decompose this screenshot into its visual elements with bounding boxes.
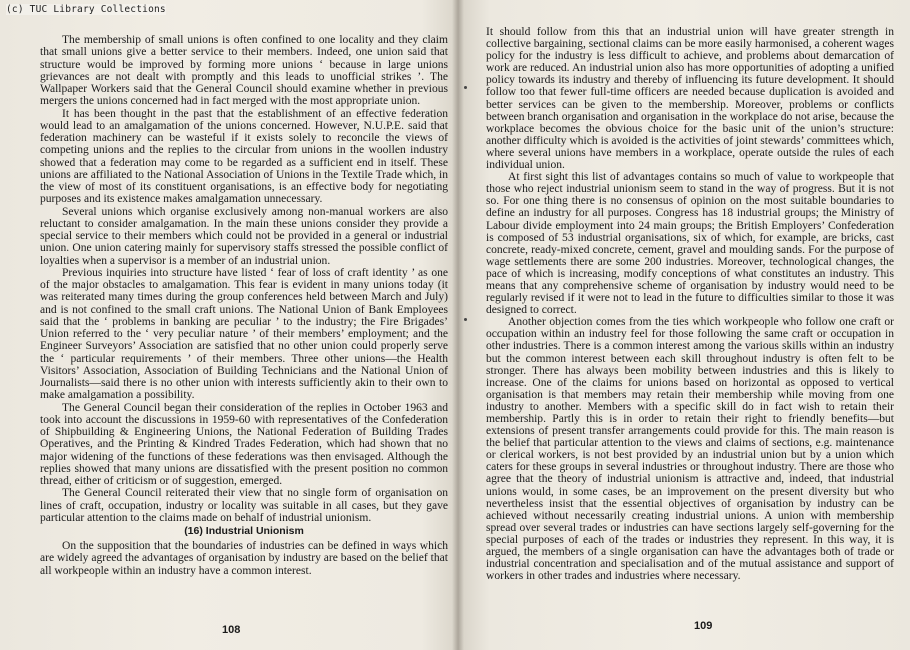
paragraph: Several unions which organise exclusively among non-manual workers are also reluctant to consider amalgamation. In the main these unions consider they provide a special service to their members which could not be provided in a general or industrial union. One union catering mainly for supervisory staffs stressed the possible conflict of loyalties when a supervisor is a member of an industrial union. <box>40 205 448 267</box>
paragraph: Previous inquiries into structure have listed ‘ fear of loss of craft identity ’ as one of the major obstacles to amalgamation. This fear is evident in many unions today (it was reiterated many times during the group conferences held between March and July) and is not confined to the small craft unions. The National Union of Bank Employees said that the ‘ problems in banking are peculiar ’ to the industry; the Fire Brigades’ Union referred to the ‘ very peculiar nature ’ of their members’ employment; and the Engineer Surveyors’ Association are satisfied that no other union could properly serve the ‘ particular requirements ’ of their members. Three other unions—the Health Visitors’ Association, Association of Building Technicians and the National Union of Journalists—said there is no other union with interests sufficiently akin to their own to make amalgamation a possibility. <box>40 266 448 402</box>
paragraph: Another objection comes from the ties which workpeople who follow one craft or occupation within an industry feel for those following the same craft or occupation in other industries. There is a common interest among the various skills within an industry but the common interest between each skill throughout industry is often felt to be stronger. There has always been mobility between industries and this is likely to increase. One of the claims for unions based on horizontal as opposed to vertical organisation is that members may retain their membership while moving from one industry to another. Members with a specific skill do in fact wish to retain their membership. Partly this is in order to retain their right to friendly benefits—but extensions of present transfer arrangements could provide for this. The main reason is the belief that particular attention to the views and claims of sections, e.g. maintenance or clerical workers, is not best provided by an industrial union but by a union which caters for these groups in several industries or throughout industry. There are those who agree that the theory of industrial unionism is attractive and, indeed, that industrial unions would, in some cases, be an improvement on the present diversity but who nevertheless insist that the essential objectives of organisation by industry can be achieved without necessarily creating industrial unions. A union with membership spread over several trades or industries can have sections largely self-governing for the special purposes of each of the trades or industries they represent. In this way, it is argued, the members of a single organisation can have the advantages both of trade or industrial concentration and specialisation and of the mutual assistance and support of workers in other trades and industries where necessary. <box>486 316 894 583</box>
paragraph: The General Council reiterated their view that no single form of organisation on lines of craft, occupation, industry or locality was suitable in all cases, but they gave particular attention to the claims made on behalf of industrial unionism. <box>40 487 448 524</box>
paragraph: The membership of small unions is often confined to one locality and they claim that small unions give a better service to their members. Indeed, one union said that structure would be improved by forming more unions ‘ because in large unions grievances are not dealt with promptly and this leads to unofficial strikes ’. The Wallpaper Workers said that the General Council should examine whether in previous mergers the unions concerned had in fact merged with the most appropriate union. <box>40 34 448 108</box>
right-page-text <box>486 26 894 582</box>
paragraph: On the supposition that the boundaries of industries can be defined in ways which are widely agreed the advantages of organisation by industry are based on the belief that all workpeople within an industry have a common interest. <box>40 540 448 577</box>
right-page <box>458 0 910 650</box>
margin-dot-mark <box>464 86 467 89</box>
margin-dot-mark <box>464 318 467 321</box>
watermark: (c) TUC Library Collections <box>6 4 166 15</box>
left-page-text <box>40 34 448 577</box>
page-number-right: 109 <box>694 620 713 632</box>
section-heading: (16) Industrial Unionism <box>184 525 304 537</box>
page-number-left: 108 <box>222 624 241 636</box>
paragraph: The General Council began their consideration of the replies in October 1963 and took into account the discussions in 1959-60 with representatives of the Confederation of Shipbuilding & Engineering Unions, the National Federation of Building Trades Operatives, and the Printing & Kindred Trades Federation, which had shown that no major widening of the functions of these federations was then envisaged. Although the replies showed that many unions are dissatisfied with the present position no common thread, either of criticism or of suggestion, emerged. <box>40 401 448 487</box>
paragraph: It has been thought in the past that the establishment of an effective federation would lead to an amalgamation of the unions concerned. However, N.U.P.E. said that federation machinery can be wasteful if it exists solely to reconcile the views of competing unions and the replies to the circular from unions in the woollen industry showed that a federation may come to be regarded as a sufficient end in itself. These unions are affiliated to the National Association of Unions in the Textile Trade which, in the view of most of its constituent organisations, is an effective body for negotiating purposes and its existence makes amalgamation unnecessary. <box>40 107 448 206</box>
paragraph-continuation: It should follow from this that an industrial union will have greater strength in collective bargaining, sectional claims can be more easily harmonised, a coherent wages policy for the industry is less difficult to achieve, and problems about demarcation of work are reduced. An industrial union also has more opportunities of adopting a unified policy towards its industry and thereby of influencing its future development. It should follow too that fewer full-time officers are needed because duplication is avoided and better services can be given to the membership. Moreover, problems or conflicts between branch organisation and organisation in the workplace do not arise, because the workplace becomes the obvious choice for the basic unit of the union’s structure: another difficulty which is avoided is the activities of joint stewards’ committees which, where several unions have members in a workplace, operate outside the rules of each individual union. <box>486 26 894 172</box>
paragraph: At first sight this list of advantages contains so much of value to workpeople that those who reject industrial unionism seem to stand in the way of progress. But it is not so. For one thing there is no consensus of opinion on the most suitable boundaries to define an industry for all purposes. Congress has 18 industrial groups; the Ministry of Labour divide employment into 24 main groups; the British Employers’ Confederation is composed of 53 industrial organisations, six of which, for example, are bricks, cast concrete, ready-mixed concrete, cement, gravel and moulding sands. For the purpose of wage settlements there are some 200 industries. Moreover, technological changes, the pace of which is increasing, modify conceptions of what constitutes an industry. This means that any comprehensive scheme of organisation by industry would need to be regularly revised if it were not to lead in the future to difficulties similar to those it was designed to correct. <box>486 171 894 317</box>
